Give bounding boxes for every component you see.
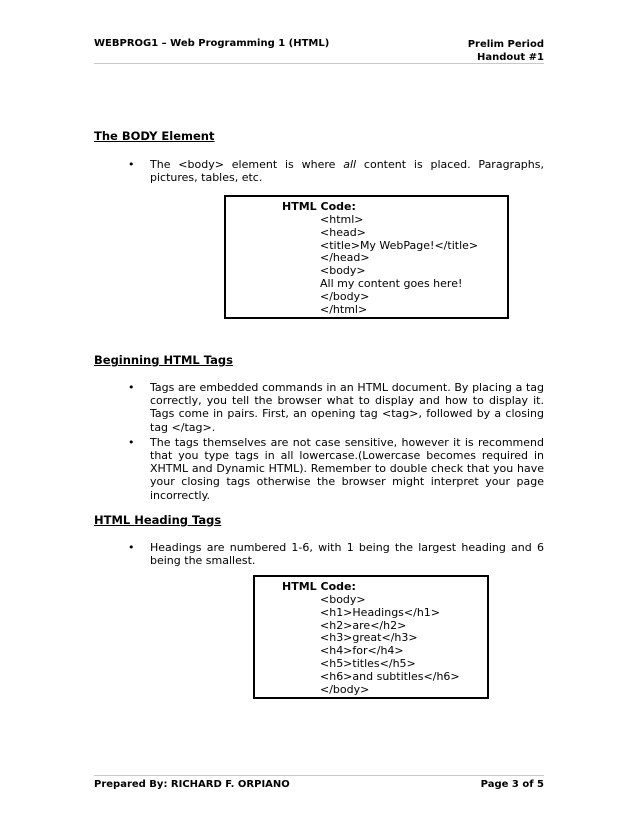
period-label: Prelim Period bbox=[467, 39, 544, 50]
bullet-text-before: The <body> element is where bbox=[150, 158, 344, 171]
handout-label: Handout #1 bbox=[477, 52, 544, 63]
code-box-body-example bbox=[224, 195, 509, 319]
bullet-item bbox=[128, 381, 544, 434]
bullet-dot: • bbox=[128, 541, 135, 554]
bullet-dot: • bbox=[128, 381, 135, 394]
section-title-beginning-tags: Beginning HTML Tags bbox=[94, 353, 233, 367]
beginning-tags-bullets bbox=[128, 381, 544, 504]
code-line: </html> bbox=[320, 302, 368, 316]
code-line: <h1>Headings</h1> bbox=[320, 605, 441, 619]
code-lines bbox=[320, 594, 460, 696]
period-info bbox=[468, 38, 544, 64]
bullet-dot: • bbox=[128, 435, 135, 449]
section-title-body-element: The BODY Element bbox=[94, 129, 215, 143]
header-divider bbox=[94, 63, 544, 64]
code-line: </head> bbox=[320, 251, 370, 265]
code-box-title: HTML Code: bbox=[282, 200, 356, 213]
body-element-bullets bbox=[128, 158, 544, 186]
code-line: <body> bbox=[320, 593, 366, 606]
bullet-text: Tags are embedded commands in an HTML document. By placing a tag correctly, you tell the browser what to display and how to display it. Tags come in pairs. First, an opening tag <tag>, followed by a closing tag </tag>. bbox=[150, 381, 544, 434]
code-line: <h6>and subtitles</h6> bbox=[320, 669, 460, 683]
bullet-text: Headings are numbered 1-6, with 1 being the largest heading and 6 being the smallest. bbox=[150, 541, 544, 568]
code-line: <h3>great</h3> bbox=[320, 631, 418, 645]
bullet-text-after: content is placed. Paragraphs, pictures, tables, etc. bbox=[150, 158, 544, 185]
code-box-heading-example bbox=[253, 575, 489, 699]
code-line: </body> bbox=[320, 682, 370, 696]
code-line: <h4>for</h4> bbox=[320, 644, 404, 658]
code-line: </body> bbox=[320, 289, 370, 303]
prepared-by: Prepared By: RICHARD F. ORPIANO bbox=[94, 779, 290, 790]
code-line: <title>My WebPage!</title> bbox=[320, 238, 479, 252]
code-line: <head> bbox=[320, 225, 366, 239]
code-line: <h2>are</h2> bbox=[320, 618, 407, 632]
course-title: WEBPROG1 – Web Programming 1 (HTML) bbox=[94, 38, 330, 49]
code-line: <body> bbox=[320, 264, 366, 278]
bullet-text-emphasis: all bbox=[343, 158, 357, 171]
bullet-item bbox=[128, 541, 544, 567]
bullet-item bbox=[128, 436, 544, 502]
code-line: <html> bbox=[320, 213, 364, 226]
bullet-item bbox=[128, 158, 544, 184]
footer-divider bbox=[94, 775, 544, 776]
bullet-dot: • bbox=[128, 158, 135, 171]
page-number: Page 3 of 5 bbox=[480, 779, 544, 790]
code-line: All my content goes here! bbox=[320, 276, 463, 290]
heading-tags-bullets bbox=[128, 541, 544, 569]
code-lines bbox=[320, 214, 478, 316]
code-box-title: HTML Code: bbox=[282, 580, 356, 593]
bullet-text: The tags themselves are not case sensitive, however it is recommend that you type tags in all lowercase.(Lowercase becomes required in XHTML and Dynamic HTML). Remember to double check that you have your closing tags otherwise the browser might interpret your page incorrectly. bbox=[150, 435, 544, 502]
section-title-heading-tags: HTML Heading Tags bbox=[94, 513, 222, 527]
code-line: <h5>titles</h5> bbox=[320, 656, 416, 670]
